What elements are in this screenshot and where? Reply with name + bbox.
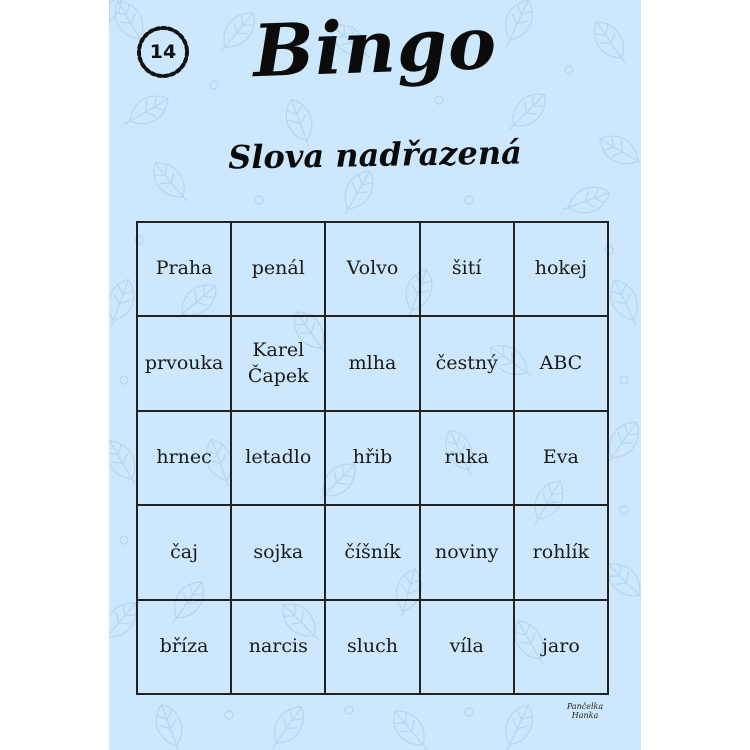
card-subtitle: Slova nadřazená (227, 133, 523, 177)
grid-cell[interactable]: číšník (325, 505, 419, 599)
card-title: Bingo (251, 0, 499, 94)
grid-cell[interactable]: mlha (325, 316, 419, 410)
grid-cell[interactable]: bříza (137, 600, 231, 694)
bingo-card (109, 0, 641, 750)
grid-cell[interactable]: noviny (420, 505, 514, 599)
grid-cell[interactable]: sojka (231, 505, 325, 599)
card-number: 14 (149, 41, 177, 63)
grid-cell[interactable]: prvouka (137, 316, 231, 410)
grid-cell[interactable]: víla (420, 600, 514, 694)
grid-cell[interactable]: Volvo (325, 222, 419, 316)
logo-line-2: Hanka (571, 711, 599, 721)
grid-cell[interactable]: Karel Čapek (231, 316, 325, 410)
bingo-grid (136, 221, 609, 695)
grid-cell[interactable]: narcis (231, 600, 325, 694)
grid-cell[interactable]: čestný (420, 316, 514, 410)
grid-cell[interactable]: sluch (325, 600, 419, 694)
grid-cell[interactable]: Praha (137, 222, 231, 316)
grid-cell[interactable]: hrnec (137, 411, 231, 505)
grid-cell[interactable]: Eva (514, 411, 608, 505)
grid-cell[interactable]: ruka (420, 411, 514, 505)
grid-cell[interactable]: rohlík (514, 505, 608, 599)
logo-line-1: Pančelka (566, 702, 604, 711)
author-logo (565, 702, 605, 720)
grid-cell[interactable]: hřib (325, 411, 419, 505)
grid-cell[interactable]: hokej (514, 222, 608, 316)
grid-cell[interactable]: ABC (514, 316, 608, 410)
grid-cell[interactable]: penál (231, 222, 325, 316)
grid-cell[interactable]: letadlo (231, 411, 325, 505)
grid-cell[interactable]: čaj (137, 505, 231, 599)
grid-cell[interactable]: šití (420, 222, 514, 316)
grid-cell[interactable]: jaro (514, 600, 608, 694)
